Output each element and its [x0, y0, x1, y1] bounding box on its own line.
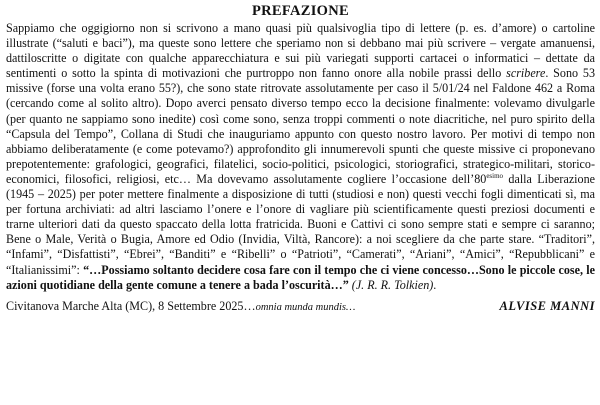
footer [6, 299, 595, 315]
motto: omnia munda mundis… [255, 301, 356, 313]
page-title: PREFAZIONE [252, 3, 349, 19]
paragraph-text-part-1: Sappiamo che oggigiorno non si scrivono a mano quasi più qualsivoglia tipo di lettere (p. es. d’amore) o cartoline illustrate (“saluti e baci”), ma queste sono lettere che speriamo non si debbano mai più scrivere – vergate amanuensi, dattiloscritte o digitate con qualche apparecchiatura e sui più variegati supporti cartacei o informatici – dettate da sentimenti o sotto la spinta di motivazioni che purtroppo non fanno onore alla nobile prassi dello [6, 21, 595, 81]
document-page [6, 3, 595, 315]
preface-paragraph [6, 21, 595, 293]
tolkien-quote: “…Possiamo soltanto decidere cosa fare con il tempo che ci viene concesso…Sono le piccole cose, le azioni quotidiane della gente comune a tenere a bada l’oscurità…” [6, 262, 595, 292]
quote-author: (J. R. R. Tolkien) [348, 277, 434, 292]
place-date-line [6, 299, 355, 315]
paragraph-text-part-3: dalla Liberazione (1945 – 2025) per poter mettere finalmente a disposizione di tutti (studiosi e non) questi vecchi fogli dimenticati sì, ma per fortuna archiviati: ad altri lasciamo l’onere e l’onore di vagliare più scientificamente questi preziosi documenti e trarne ulteriori dati da questo spaccato della lotta fratricida. Buoni e Cattivi ci sono sempre stati e sempre ci saranno; Bene o Male, Verità o Bugia, Amore ed Odio (Invidia, Viltà, Rancore): a noi scegliere da che parte stare. “Traditori”, “Infami”, “Disfattisti”, “Ebrei”, “Banditi” e “Ribelli” o “Patrioti”, “Camerati”, “Ariani”, “Amici”, “Repubblicani” e “Italianissimi”: [6, 171, 596, 277]
place-date: Civitanova Marche Alta (MC), 8 Settembre 2025… [6, 298, 256, 313]
author-signature: ALVISE MANNI [499, 298, 595, 313]
paragraph-end: . [433, 277, 437, 292]
scribere-word: scribere [506, 66, 546, 81]
ordinal-superscript: esimo [486, 171, 504, 180]
paragraph-text-part-2: . Sono 53 missive (forse una volta erano 55?), che sono state ritrovate assolutamente per caso il 5/01/24 nel Faldone 462 a Roma (cercando come al solito altro). Dopo averci pensato diverso tempo ecco la decisione finalmente: volevamo divulgarle (per quanto ne sappiamo sono inedite) così come sono, senza troppi commenti o note diacritiche, nel puro spirito della “Capsula del Tempo”, Collana di Studi che inauguriamo appunto con questo nostro lavoro. Per motivi di tempo non abbiamo deliberatamente (e come potevamo?) approfondito gli innumerevoli spunti che queste missive ci proponevano prepotentemente: grafologici, geografici, filatelici, socio-politici, psicologici, storiografici, strategico-militari, storico-economici, filosofici, religiosi, etc… Ma dovevamo assolutamente cogliere l’occasione dell’80 [6, 66, 595, 186]
